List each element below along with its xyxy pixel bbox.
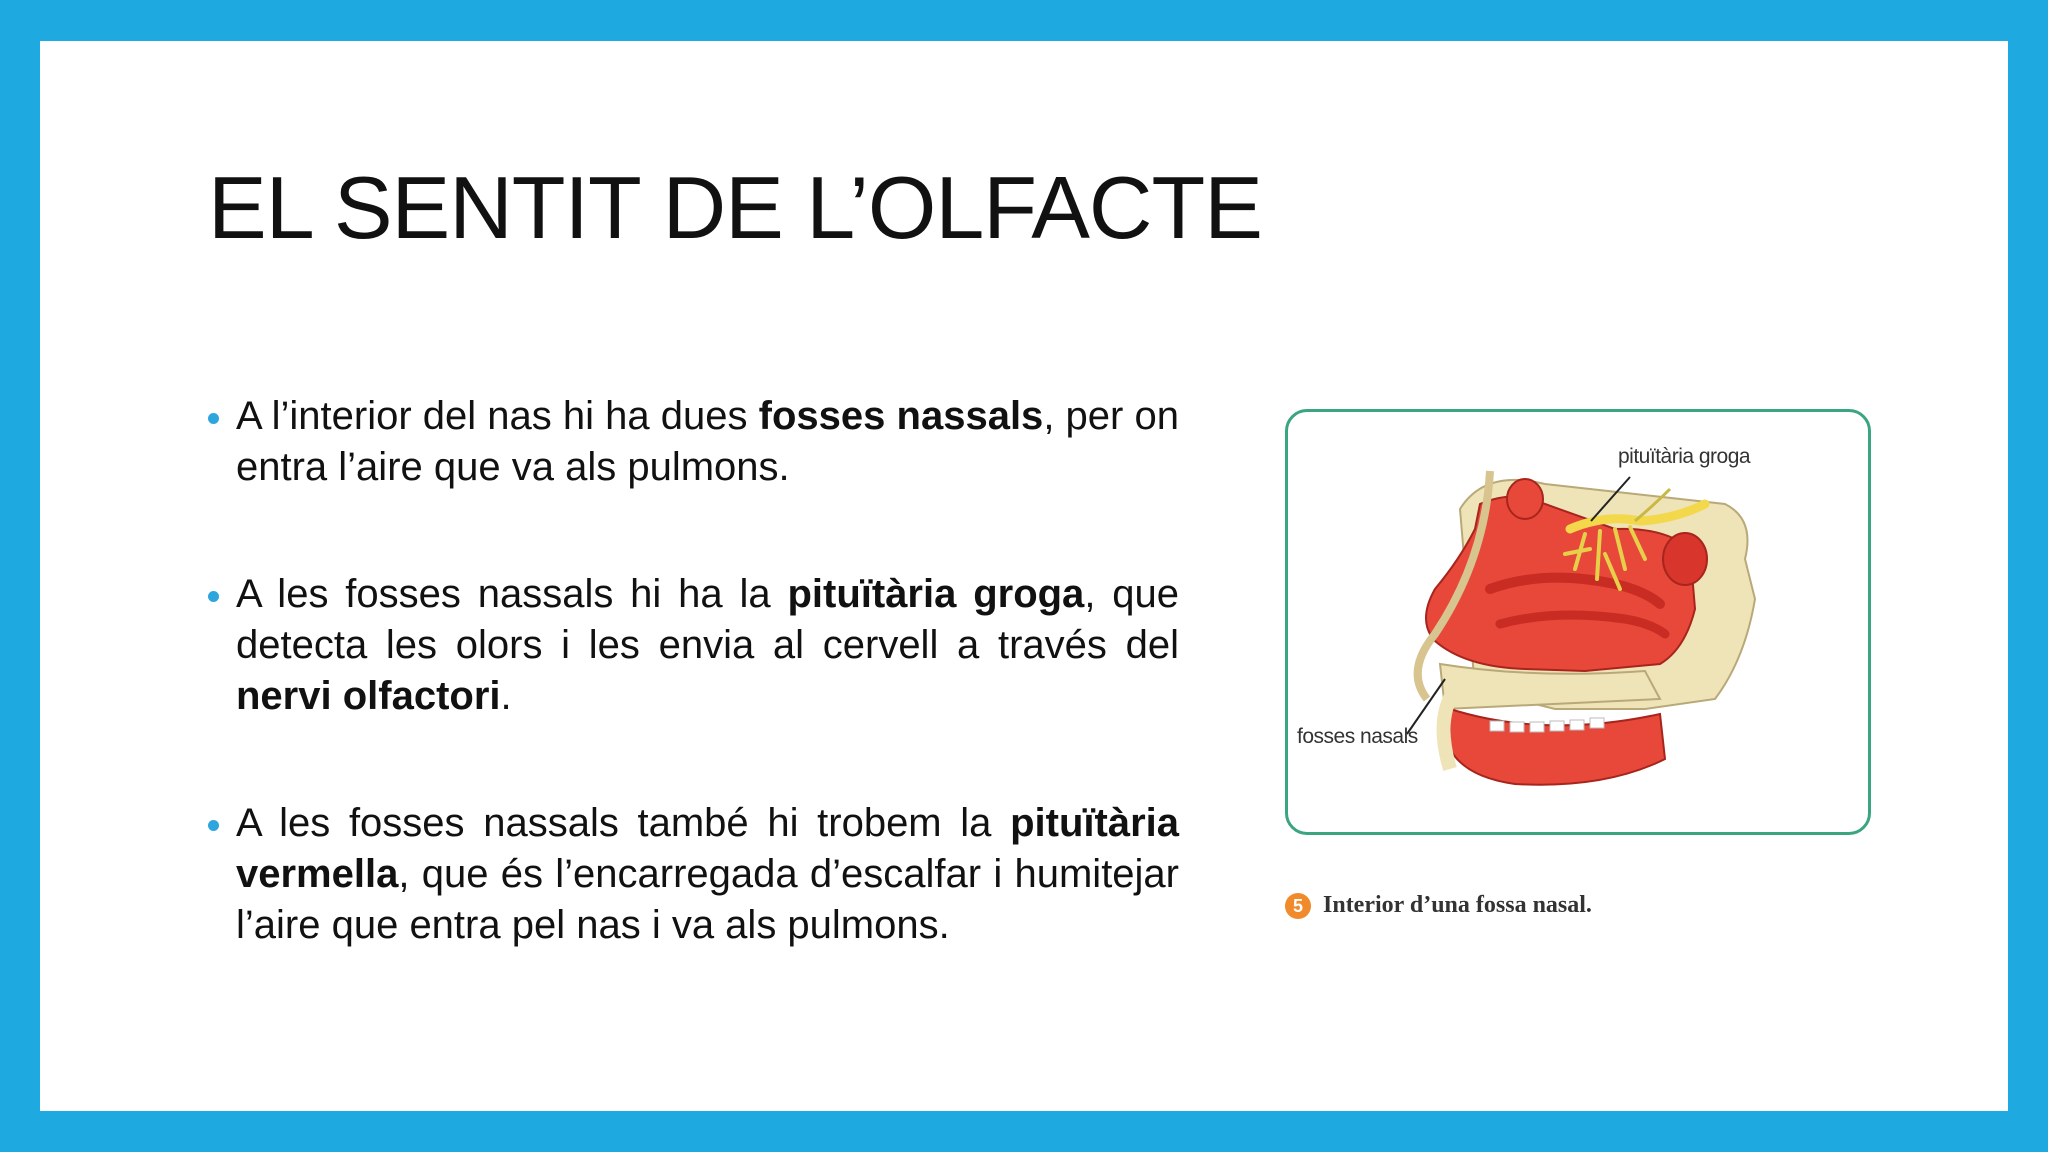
slide-title: EL SENTIT DE L’OLFACTE bbox=[208, 158, 1262, 257]
bullet-item bbox=[236, 798, 1179, 951]
bullet-item bbox=[236, 569, 1179, 722]
bullet-text: A l’interior del nas hi ha dues bbox=[236, 394, 759, 438]
figure-caption bbox=[1285, 892, 1592, 919]
bullet-bold-term: nervi olfactori bbox=[236, 674, 501, 718]
bullet-text: , que detecta les olors i les envia al cervell a través del bbox=[236, 572, 1179, 667]
nasal-cavity-figure bbox=[1285, 409, 1917, 929]
label-fosses-nasals: fosses nasals bbox=[1297, 725, 1418, 748]
bullet-item bbox=[236, 391, 1179, 493]
bullet-text: A les fosses nassals també hi trobem la bbox=[236, 801, 1011, 845]
bullet-text: . bbox=[500, 674, 512, 718]
bullet-bold-term: pituïtària groga bbox=[787, 572, 1085, 616]
bullet-text: A les fosses nassals hi ha la bbox=[236, 572, 788, 616]
label-pituitaria-groga: pituïtària groga bbox=[1618, 445, 1751, 468]
caption-text: Interior d’una fossa nasal. bbox=[1323, 892, 1592, 918]
bullet-text: , per on entra l’aire que va als pulmons. bbox=[236, 394, 1179, 489]
nasal-cavity-illustration bbox=[1285, 409, 1871, 835]
slide bbox=[40, 41, 2008, 1111]
caption-number-badge: 5 bbox=[1285, 893, 1311, 919]
bullet-bold-term: pituïtària vermella bbox=[236, 801, 1179, 896]
bullet-list bbox=[236, 391, 1179, 951]
bullet-bold-term: fosses nassals bbox=[758, 394, 1044, 438]
bullet-text: , que és l’encarregada d’escalfar i humitejar l’aire que entra pel nas i va als pulmons. bbox=[236, 852, 1179, 947]
